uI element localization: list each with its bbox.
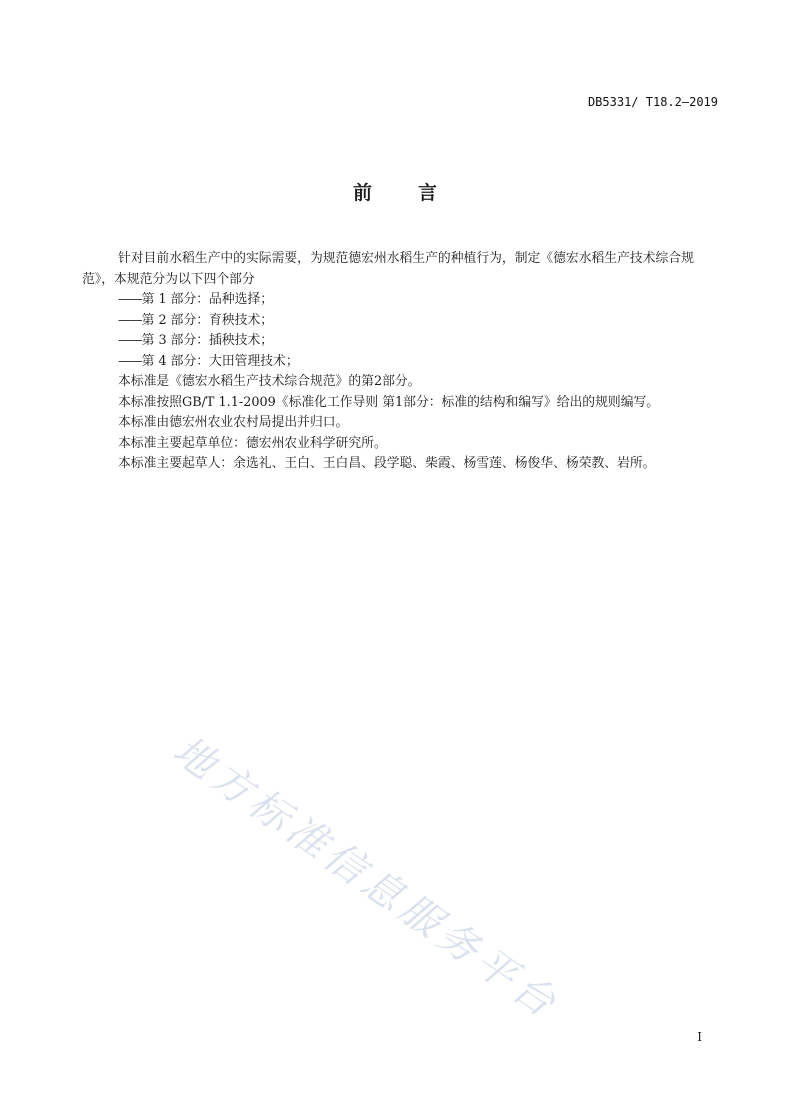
dash-marker: —— <box>118 353 142 369</box>
part-text: 第 4 部分：大田管理技术； <box>141 353 299 369</box>
intro-paragraph: 针对目前水稻生产中的实际需要，为规范德宏州水稻生产的种植行为，制定《德宏水稻生产技术综合规范》，本规范分为以下四个部分 <box>82 251 694 287</box>
title-char-1: 前 <box>352 182 374 204</box>
part-item <box>82 331 718 352</box>
dash-marker: —— <box>118 292 142 307</box>
foreword-body <box>82 249 718 475</box>
part-item <box>82 290 718 311</box>
paragraph: 本标准是《德宏水稻生产技术综合规范》的第2部分。 <box>118 374 421 389</box>
watermark: 地方标准信息服务平台 <box>164 727 568 1029</box>
paragraph: 本标准按照GB/T 1.1-2009《标准化工作导则 第1部分：标准的结构和编写》给出的规则编写。 <box>118 394 660 410</box>
dash-marker: —— <box>118 312 142 328</box>
title-char-2: 言 <box>418 182 440 204</box>
dash-marker: —— <box>118 333 142 348</box>
part-text: 第 1 部分：品种选择； <box>141 292 274 307</box>
paragraph: 本标准由德宏州农业农村局提出并归口。 <box>118 415 349 430</box>
page-title <box>0 178 792 205</box>
page-number: I <box>697 1030 702 1044</box>
part-item <box>82 311 718 332</box>
part-item <box>82 352 718 373</box>
paragraph: 本标准主要起草人：余选礼、王白、王白昌、段学聪、柴霞、杨雪莲、杨俊华、杨荣教、岩所。 <box>118 456 656 471</box>
document-code: DB5331/ T18.2—2019 <box>587 95 718 109</box>
part-text: 第 2 部分：育秧技术； <box>141 312 274 328</box>
paragraph: 本标准主要起草单位：德宏州农业科学研究所。 <box>118 435 387 451</box>
part-text: 第 3 部分：插秧技术； <box>141 333 274 348</box>
